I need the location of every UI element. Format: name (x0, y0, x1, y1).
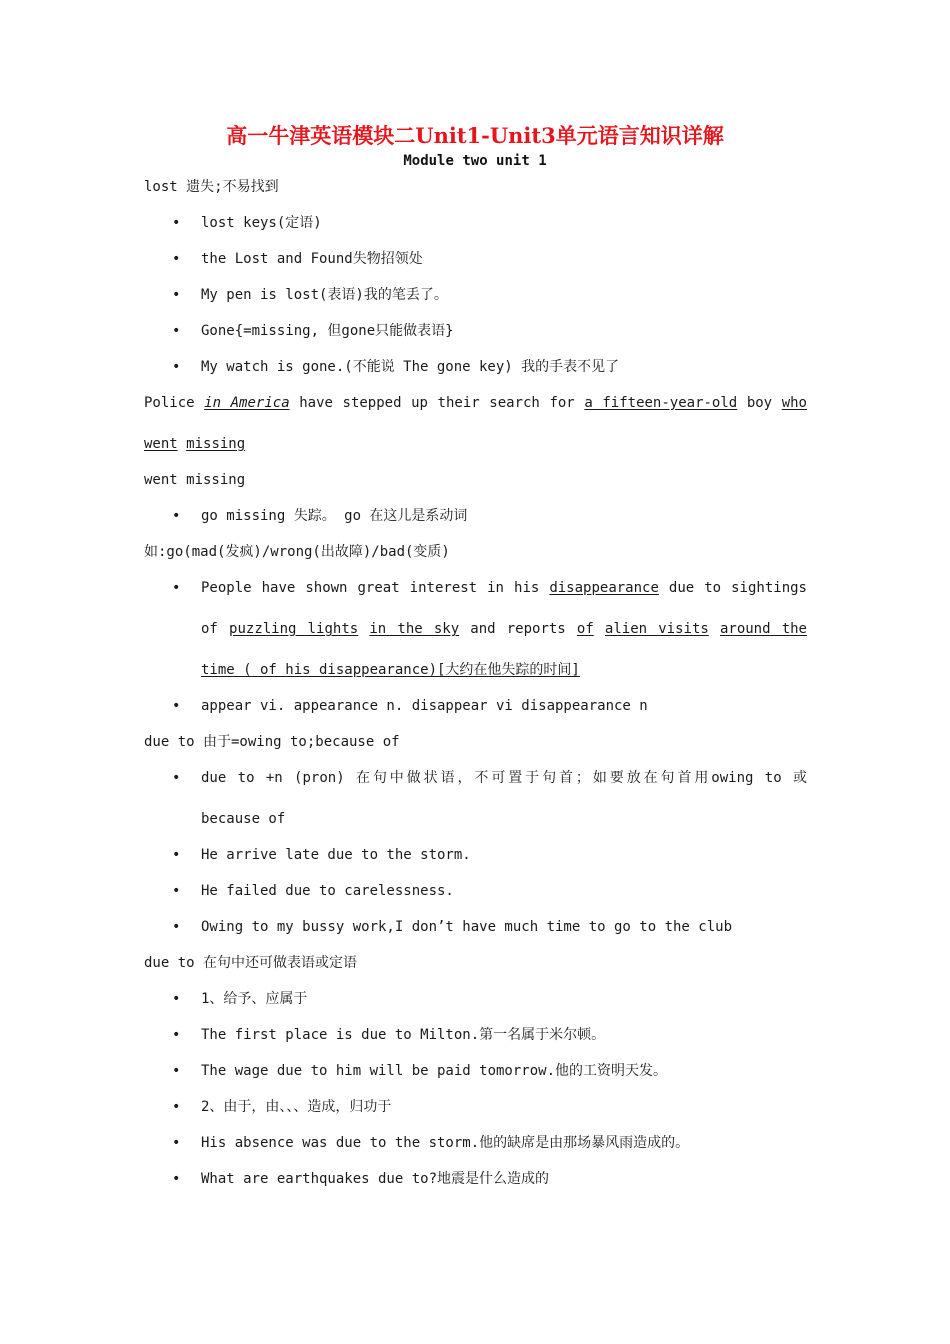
underlined-phrase: disappearance (549, 580, 659, 596)
list-item: lost keys(定语) (201, 215, 322, 231)
list-item: People have shown great interest in his disappearance due to sightings (201, 580, 807, 596)
list-item: His absence was due to the storm.他的缺席是由那场暴风雨造成的。 (201, 1135, 690, 1151)
list-item: go missing 失踪。 go 在这儿是系动词 (201, 508, 468, 524)
underlined-phrase: in America (204, 395, 290, 411)
list-item: The first place is due to Milton.第一名属于米尔顿。 (201, 1027, 606, 1043)
bullet-icon: • (172, 287, 181, 303)
list-item: Gone{=missing, 但gone只能做表语} (201, 323, 454, 339)
list-item-cont: because of (201, 811, 286, 827)
underlined-phrase: missing (186, 436, 246, 452)
example-sentence-police-cont (144, 435, 245, 453)
bullet-icon: • (172, 580, 181, 596)
example-sentence-police: Police in America have stepped up their search for a fifteen-year-old boy who (144, 395, 807, 411)
bullet-icon: • (172, 883, 181, 899)
underlined-phrase: a fifteen-year-old (584, 395, 738, 411)
list-item: appear vi. appearance n. disappear vi disappearance n (201, 698, 648, 714)
list-item-cont: of puzzling lights in the sky and reports of alien visits around the (201, 621, 807, 637)
bullet-icon: • (172, 991, 181, 1007)
underlined-phrase: alien visits (604, 621, 709, 637)
bullet-icon: • (172, 359, 181, 375)
page-title: 高一牛津英语模块二Unit1-Unit3单元语言知识详解 (226, 123, 724, 148)
list-item-cont (201, 661, 580, 679)
bullet-icon: • (172, 1135, 181, 1151)
bullet-icon: • (172, 698, 181, 714)
bullet-icon: • (172, 508, 181, 524)
bullet-icon: • (172, 323, 181, 339)
entry-lost: lost 遗失;不易找到 (144, 179, 279, 195)
list-item: The wage due to him will be paid tomorrow.他的工资明天发。 (201, 1063, 668, 1079)
list-item: My pen is lost(表语)我的笔丢了。 (201, 287, 448, 303)
list-item: He failed due to carelessness. (201, 883, 454, 899)
bullet-icon: • (172, 770, 181, 786)
list-item: He arrive late due to the storm. (201, 847, 471, 863)
list-item: Owing to my bussy work,I don’t have much time to go to the club (201, 919, 733, 935)
underlined-phrase: went (144, 436, 178, 452)
underlined-phrase: puzzling lights (229, 621, 359, 637)
bullet-icon: • (172, 1027, 181, 1043)
bullet-icon: • (172, 1099, 181, 1115)
underlined-phrase: around the (719, 621, 807, 637)
list-item: 2、由于，由、、、造成，归功于 (201, 1099, 392, 1115)
bullet-icon: • (172, 1063, 181, 1079)
bullet-icon: • (172, 847, 181, 863)
bullet-icon: • (172, 1171, 181, 1187)
list-item: My watch is gone.(不能说 The gone key) 我的手表不见了 (201, 359, 620, 375)
page-subtitle: Module two unit 1 (403, 153, 547, 169)
bullet-icon: • (172, 251, 181, 267)
underlined-phrase: in the sky (369, 621, 460, 637)
underlined-phrase: of (576, 621, 594, 637)
underlined-phrase: time ( of his disappearance)[大约在他失踪的时间] (201, 662, 580, 678)
list-item: the Lost and Found失物招领处 (201, 251, 423, 267)
list-item: What are earthquakes due to?地震是什么造成的 (201, 1171, 550, 1187)
entry-go-examples: 如:go(mad(发疯)/wrong(出故障)/bad(变质) (144, 544, 450, 560)
list-item: due to +n (pron) 在句中做状语，不可置于句首；如要放在句首用owing to 或 (201, 770, 807, 786)
entry-due-to: due to 由于=owing to;because of (144, 734, 400, 750)
bullet-icon: • (172, 215, 181, 231)
entry-went-missing: went missing (144, 472, 246, 488)
bullet-icon: • (172, 919, 181, 935)
underlined-phrase: who (781, 395, 807, 411)
list-item: 1、给予、应属于 (201, 991, 308, 1007)
entry-due-to-usage: due to 在句中还可做表语或定语 (144, 955, 358, 971)
